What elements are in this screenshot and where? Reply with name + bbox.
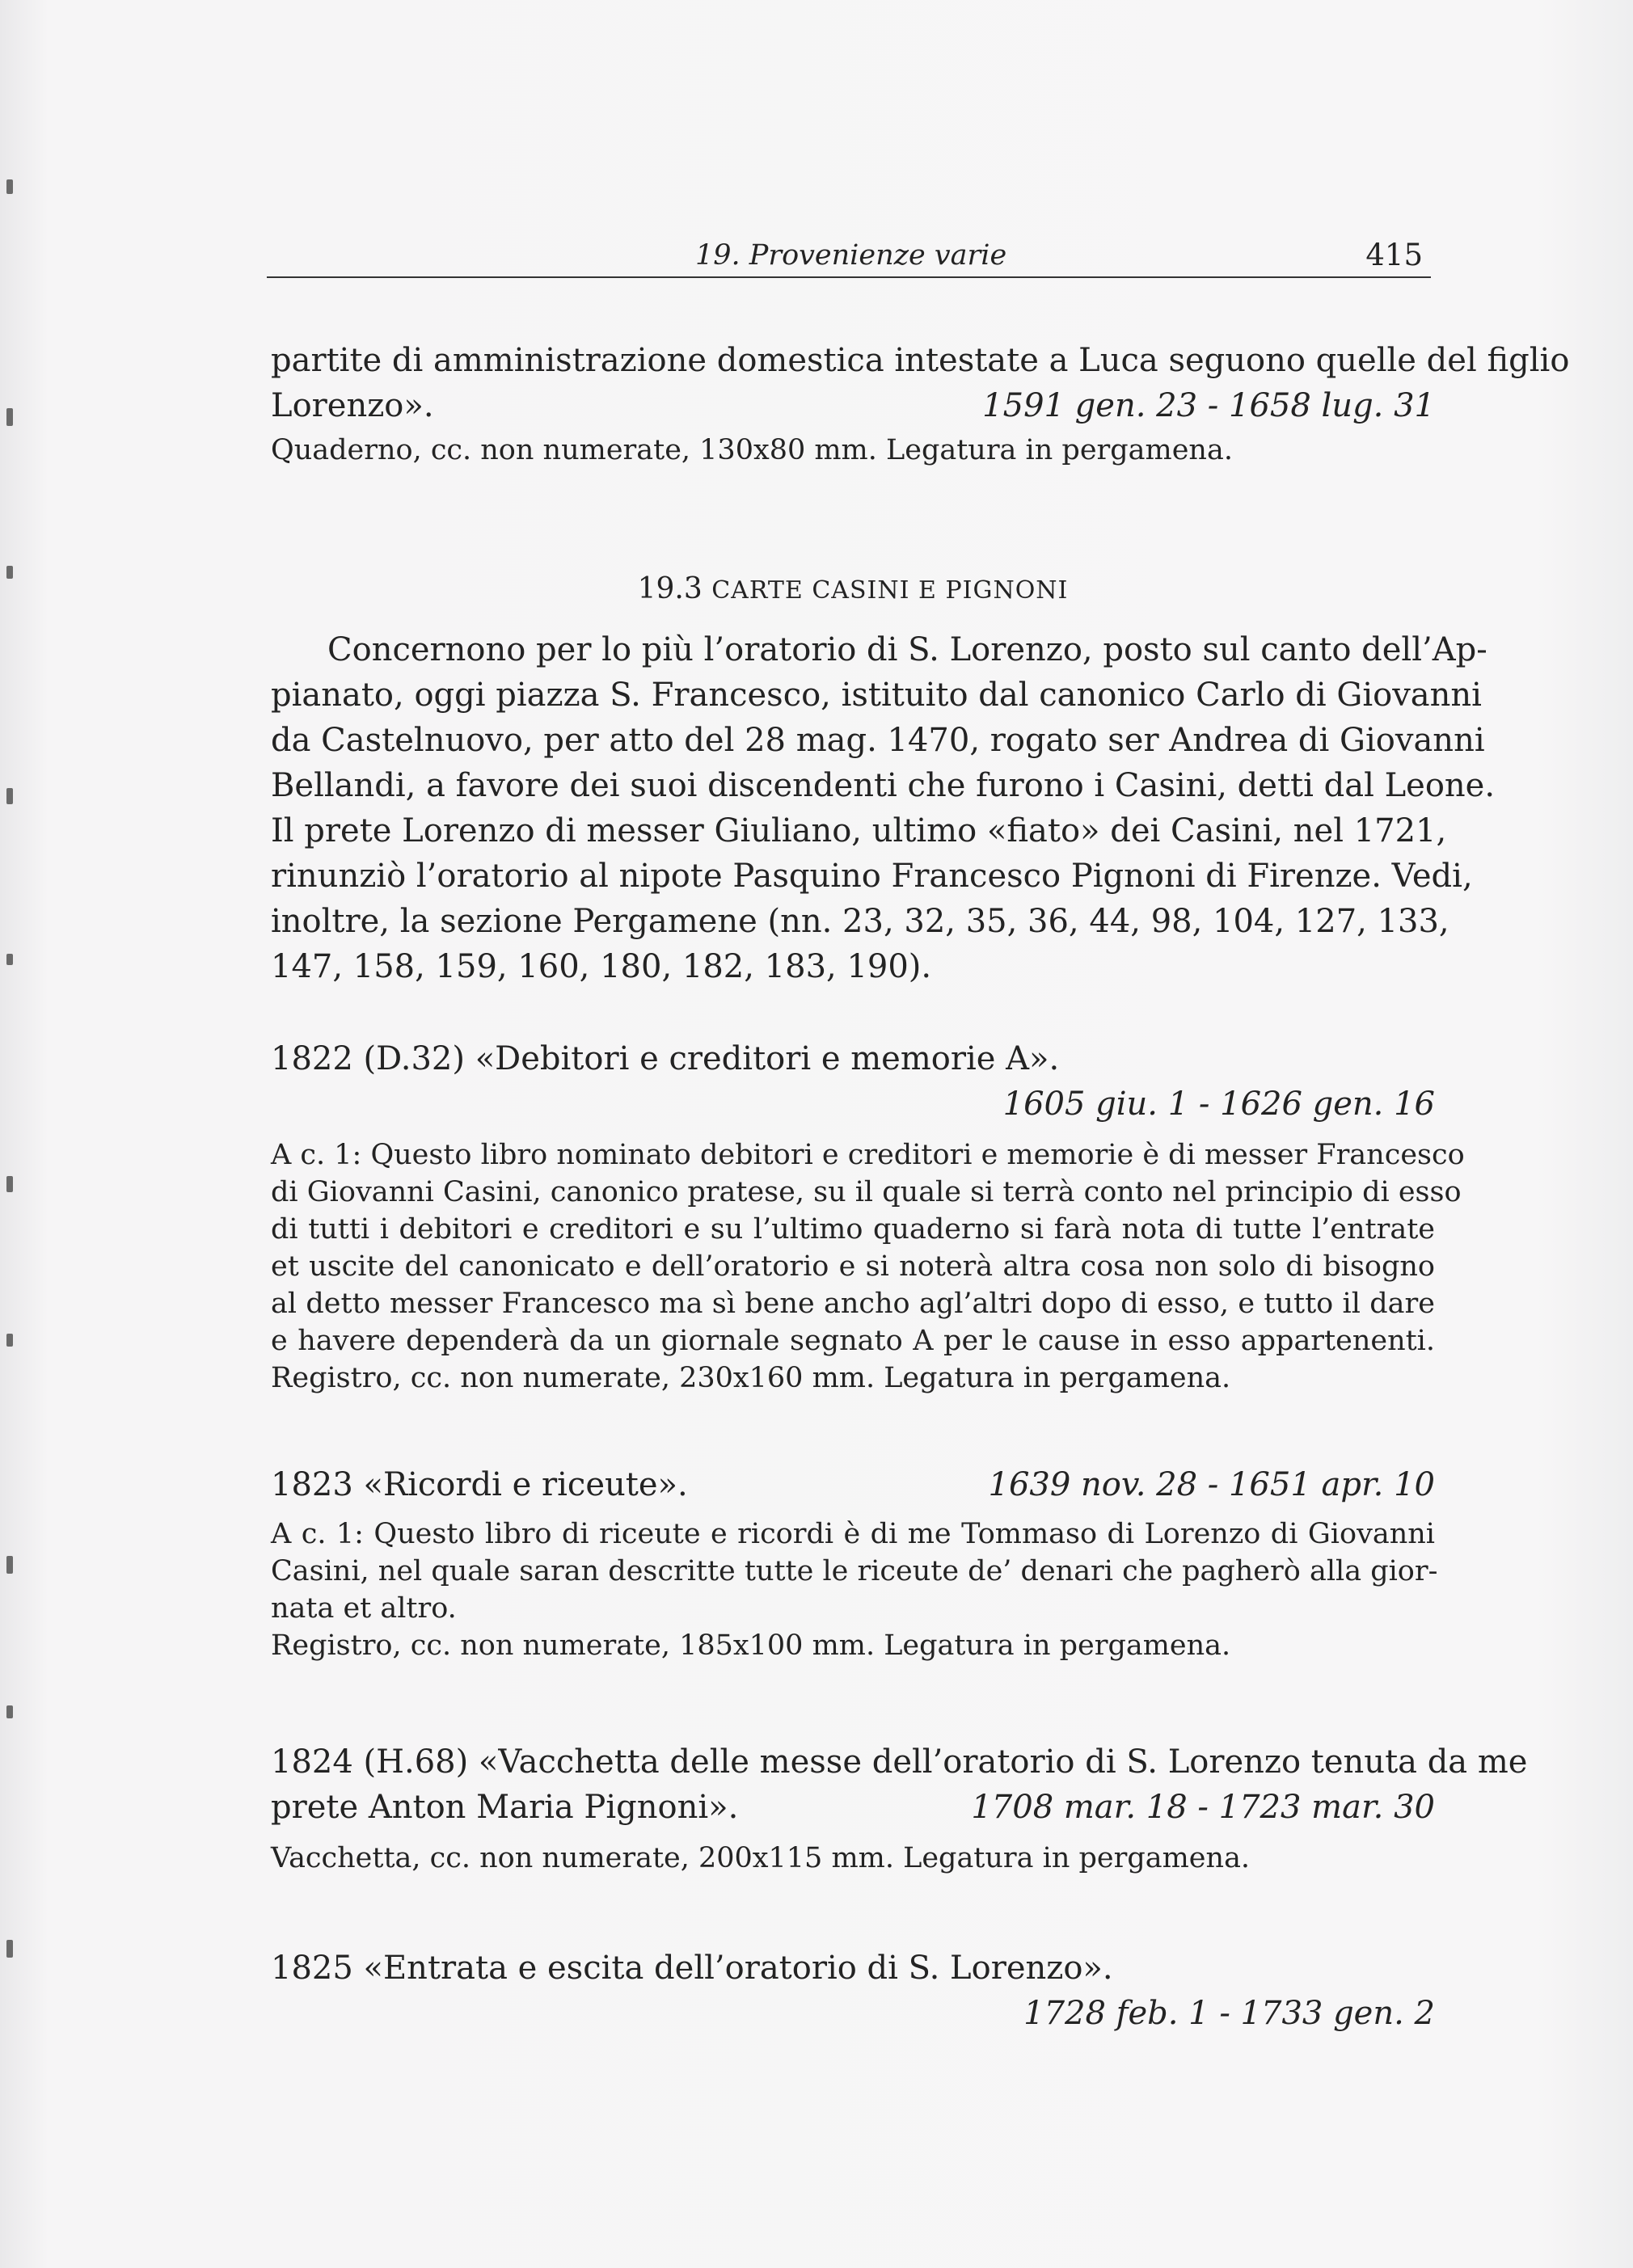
entry-physical-description: Vacchetta, cc. non numerate, 200x115 mm. Legatura in pergamena. [271,1842,1251,1874]
entry-1822 [271,1036,1465,1397]
paragraph-line: inoltre, la sezione Pergamene (nn. 23, 32, 35, 36, 44, 98, 104, 127, 133, [271,903,1449,940]
paragraph-line: Concernono per lo più l’oratorio di S. Lorenzo, posto sul canto dell’Ap- [327,631,1487,668]
intro-physical-description: Quaderno, cc. non numerate, 130x80 mm. Legatura in pergamena. [271,434,1233,466]
entry-note [271,1516,1438,1664]
entry-heading-line-2 [271,1785,1435,1830]
entry-date-line [271,1991,1435,2036]
paragraph-line: rinunziò l’oratorio al nipote Pasquino Francesco Pignoni di Firenze. Vedi, [271,858,1473,895]
note-line: Casini, nel quale saran descritte tutte le riceute de’ denari che pagherò alla gior- [271,1555,1438,1587]
entry-date: 1605 giu. 1 - 1626 gen. 16 [1002,1086,1435,1123]
entry-date: 1728 feb. 1 - 1733 gen. 2 [1023,1995,1435,2032]
entry-date: 1639 nov. 28 - 1651 apr. 10 [988,1466,1435,1503]
note-line: nata et altro. [271,1592,457,1625]
paragraph-line: 147, 158, 159, 160, 180, 182, 183, 190). [271,948,932,985]
intro-line-2-text: Lorenzo». [271,387,434,424]
intro-line-2 [271,383,1435,428]
entry-date-line [271,1081,1435,1127]
section-paragraph [271,627,1496,989]
note-line: al detto messer Francesco ma sì bene ancho agl’altri dopo di esso, e tutto il dare [271,1288,1435,1320]
entry-heading: 1824 (H.68) «Vacchetta delle messe dell’oratorio di S. Lorenzo tenuta da me [271,1743,1528,1781]
entry-1823 [271,1462,1438,1664]
section-number: 19.3 [637,572,703,605]
intro-date: 1591 gen. 23 - 1658 lug. 31 [982,387,1435,424]
entry-heading: 1825 «Entrata e escita dell’oratorio di S. Lorenzo». [271,1950,1113,1987]
note-line: e havere dependerà da un giornale segnato A per le cause in esso appartenenti. [271,1325,1435,1357]
entry-heading: 1822 (D.32) «Debitori e creditori e memorie A». [271,1040,1060,1077]
entry-1824 [271,1739,1528,1877]
paragraph-line: pianato, oggi piazza S. Francesco, istituito dal canonico Carlo di Giovanni [271,677,1482,714]
entry-heading: 1823 «Ricordi e riceute». [271,1466,688,1503]
entry-physical-description: Registro, cc. non numerate, 185x100 mm. Legatura in pergamena. [271,1629,1231,1662]
entry-heading-continued: prete Anton Maria Pignoni». [271,1789,739,1826]
running-header [267,236,1431,278]
entry-note [271,1136,1465,1397]
running-title: 19. Provenienze varie [695,239,1007,272]
page-number: 415 [1365,238,1423,272]
note-line: A c. 1: Questo libro nominato debitori e creditori e memorie è di messer Francesco [271,1139,1465,1171]
entry-1825 [271,1946,1435,2036]
section-heading [271,572,1435,605]
paragraph-line: da Castelnuovo, per atto del 28 mag. 1470, rogato ser Andrea di Giovanni [271,722,1485,759]
note-line: A c. 1: Questo libro di riceute e ricordi è di me Tommaso di Lorenzo di Giovanni [271,1518,1435,1550]
scan-margin-marks [6,0,31,2268]
intro-entry [271,338,1570,469]
note-line: di Giovanni Casini, canonico pratese, su il quale si terrà conto nel principio di esso [271,1176,1462,1208]
entry-date: 1708 mar. 18 - 1723 mar. 30 [971,1789,1435,1826]
intro-line-1: partite di amministrazione domestica intestate a Luca seguono quelle del figlio [271,342,1570,379]
entry-physical-description: Registro, cc. non numerate, 230x160 mm. Legatura in pergamena. [271,1362,1231,1394]
note-line: di tutti i debitori e creditori e su l’ultimo quaderno si farà nota di tutte l’entrate [271,1213,1435,1246]
section-title: CARTE CASINI E PIGNONI [711,576,1069,605]
paragraph-line: Bellandi, a favore dei suoi discendenti che furono i Casini, detti dal Leone. [271,767,1496,804]
entry-heading-line [271,1462,1435,1507]
note-line: et uscite del canonicato e dell’oratorio e si noterà altra cosa non solo di bisogno [271,1250,1435,1283]
paragraph-line: Il prete Lorenzo di messer Giuliano, ultimo «fiato» dei Casini, nel 1721, [271,812,1447,849]
